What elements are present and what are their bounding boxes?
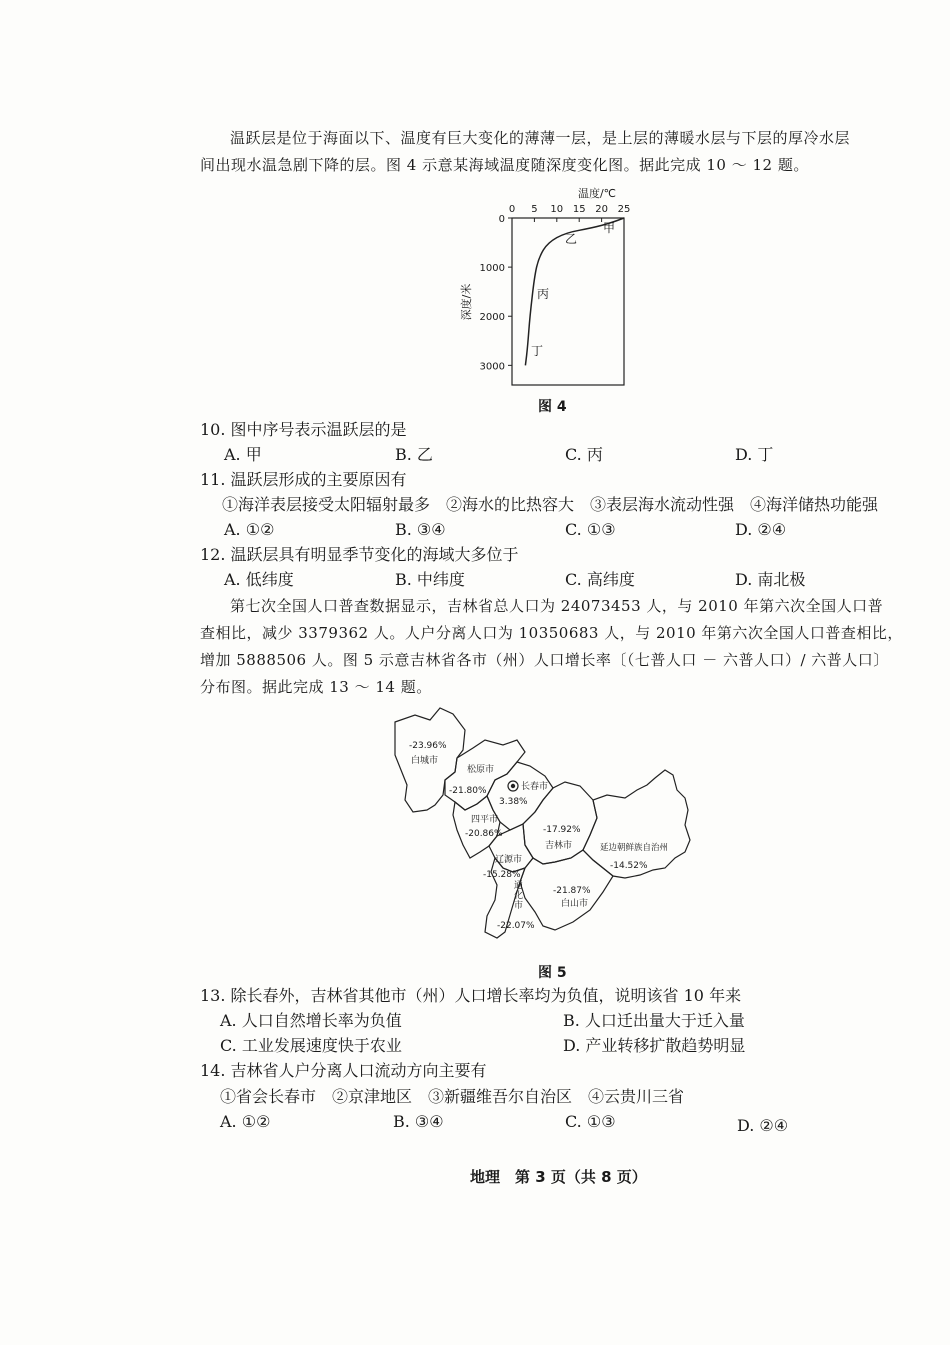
- q13-option-b: B. 人口迁出量大于迁入量: [563, 1011, 745, 1030]
- siping-region: [453, 796, 500, 858]
- y-tick-label: 2000: [479, 312, 505, 324]
- q11-option-d: D. ②④: [735, 520, 787, 539]
- q12-option-d: D. 南北极: [735, 570, 806, 589]
- figure-5-map: [385, 700, 705, 960]
- baishan-name: 白山市: [561, 899, 589, 909]
- x-tick-label: 20: [595, 204, 608, 215]
- jilin-region: [523, 782, 597, 864]
- x-ticks: [509, 204, 631, 222]
- label-ding: 丁: [531, 344, 544, 358]
- tonghua-char-3: 市: [514, 901, 524, 911]
- y-tick-label: 0: [498, 214, 505, 225]
- q11-option-b: B. ③④: [395, 520, 446, 539]
- y-tick-label: 3000: [479, 361, 505, 373]
- x-axis-title: 温度/℃: [577, 187, 617, 200]
- q14-option-c: C. ①③: [565, 1112, 616, 1131]
- q11-stem: 11. 温跃层形成的主要原因有: [200, 470, 407, 489]
- yanbian-name: 延边朝鲜族自治州: [600, 843, 669, 853]
- q14-option-b: B. ③④: [393, 1112, 444, 1131]
- q14-items: ①省会长春市 ②京津地区 ③新疆维吾尔自治区 ④云贵川三省: [220, 1087, 685, 1106]
- tonghua-char-1: 通: [514, 881, 524, 891]
- figure-4-chart: [440, 180, 670, 410]
- intro2-line4: 分布图。据此完成 13 ～ 14 题。: [200, 678, 432, 696]
- q13-option-a: A. 人口自然增长率为负值: [220, 1011, 402, 1030]
- tonghua-rate: -22.07%: [497, 921, 535, 931]
- figure-4-caption: 图 4: [538, 399, 567, 415]
- q12-option-c: C. 高纬度: [565, 570, 635, 589]
- label-yi: 乙: [565, 232, 578, 246]
- q14-stem: 14. 吉林省人户分离人口流动方向主要有: [200, 1061, 487, 1080]
- y-axis-title: 深度/米: [460, 283, 473, 321]
- liaoyuan-rate: -15.28%: [483, 870, 521, 880]
- intro2-line1: 第七次全国人口普查数据显示，吉林省总人口为 24073453 人，与 2010 年第六次全国人口普: [230, 597, 884, 615]
- tonghua-char-2: 化: [514, 891, 524, 901]
- changchun-name: 长春市: [521, 782, 549, 792]
- changchun-rate: 3.38%: [499, 797, 528, 807]
- x-tick-label: 25: [617, 204, 631, 215]
- q10-option-d: D. 丁: [735, 445, 774, 464]
- q12-option-b: B. 中纬度: [395, 570, 465, 589]
- q13-option-d: D. 产业转移扩散趋势明显: [563, 1036, 746, 1055]
- y-ticks: [480, 214, 512, 372]
- baicheng-name: 白城市: [411, 756, 439, 766]
- intro1-line1: 温跃层是位于海面以下、温度有巨大变化的薄薄一层，是上层的薄暖水层与下层的厚冷水层: [230, 129, 851, 147]
- jilin-name: 吉林市: [545, 841, 573, 851]
- label-jia: 甲: [603, 221, 616, 235]
- q10-option-b: B. 乙: [395, 445, 433, 464]
- intro2-line3: 增加 5888506 人。图 5 示意吉林省各市（州）人口增长率〔（七普人口 － 六普人口）/ 六普人口〕: [200, 651, 889, 669]
- yanbian-rate: -14.52%: [610, 861, 648, 871]
- q13-option-c: C. 工业发展速度快于农业: [220, 1036, 402, 1055]
- q14-option-a: A. ①②: [220, 1112, 271, 1131]
- q12-stem: 12. 温跃层具有明显季节变化的海域大多位于: [200, 545, 519, 564]
- siping-rate: -20.86%: [465, 829, 503, 839]
- figure-5-caption: 图 5: [538, 965, 567, 981]
- q10-option-c: C. 丙: [565, 445, 603, 464]
- songyuan-rate: -21.80%: [449, 786, 487, 796]
- x-tick-label: 0: [508, 204, 516, 215]
- capital-marker-inner: [511, 784, 515, 788]
- intro1-line2: 间出现水温急剧下降的层。图 4 示意某海域温度随深度变化图。据此完成 10 ～ 12 题。: [200, 156, 809, 174]
- liaoyuan-name: 辽源市: [495, 855, 523, 865]
- siping-name: 四平市: [471, 815, 499, 825]
- y-tick-label: 1000: [479, 263, 505, 275]
- q14-option-d: D. ②④: [737, 1116, 789, 1135]
- q13-stem: 13. 除长春外，吉林省其他市（州）人口增长率均为负值，说明该省 10 年来: [200, 986, 742, 1005]
- q11-option-a: A. ①②: [224, 520, 275, 539]
- x-tick-label: 15: [572, 204, 586, 215]
- baishan-rate: -21.87%: [553, 886, 591, 896]
- x-tick-label: 5: [531, 204, 538, 215]
- q10-option-a: A. 甲: [224, 445, 262, 464]
- page-footer: 地理 第 3 页（共 8 页）: [470, 1168, 647, 1186]
- baicheng-rate: -23.96%: [409, 741, 447, 751]
- q10-stem: 10. 图中序号表示温跃层的是: [200, 420, 407, 439]
- q11-option-c: C. ①③: [565, 520, 616, 539]
- songyuan-name: 松原市: [467, 765, 495, 775]
- intro2-line2: 查相比，减少 3379362 人。人户分离人口为 10350683 人，与 2010 年第六次全国人口普查相比，: [200, 624, 903, 642]
- x-tick-label: 10: [550, 204, 564, 215]
- jilin-rate: -17.92%: [543, 825, 581, 835]
- q11-items: ①海洋表层接受太阳辐射最多 ②海水的比热容大 ③表层海水流动性强 ④海洋储热功能强: [222, 495, 879, 514]
- label-bing: 丙: [537, 287, 550, 301]
- q12-option-a: A. 低纬度: [224, 570, 294, 589]
